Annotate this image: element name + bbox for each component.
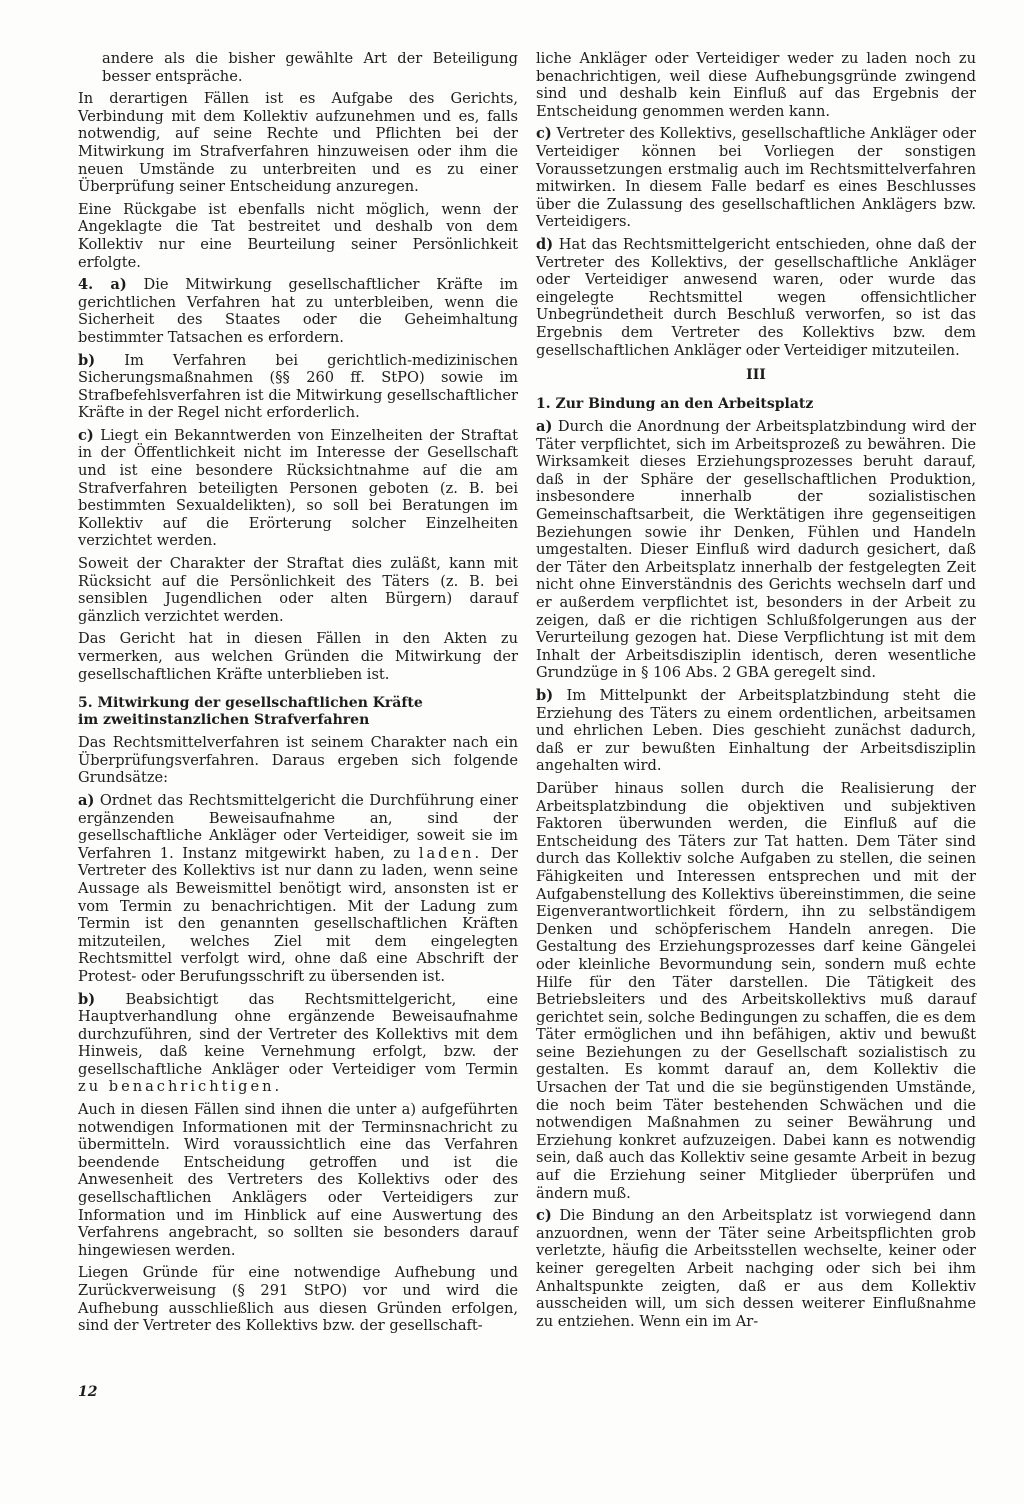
paragraph — [78, 352, 518, 422]
item-label: b) — [78, 990, 96, 1008]
paragraph — [536, 236, 976, 359]
paragraph-text: Die Bindung an den Arbeitsplatz ist vorwiegend dann anzuordnen, wenn der Täter seine Arbeitspflichten grob verletzte, häufig die Arbeitsstellen wechselte, keiner oder keiner geregelten Arbeit nachging oder sich bei ihm Anhaltspunkte zeigten, daß er aus dem Kollektiv ausscheiden will, um sich dessen weiterer Einflußnahme zu entziehen. Wenn ein im Ar- — [536, 1207, 976, 1330]
left-column — [78, 50, 518, 1340]
paragraph — [536, 125, 976, 231]
section-heading — [78, 695, 518, 729]
item-label: c) — [536, 125, 552, 143]
item-label: a) — [536, 418, 553, 436]
page-number: 12 — [78, 1384, 98, 1400]
paragraph-text: Ordnet das Rechtsmittelgericht die Durchführung einer ergänzenden Beweisaufnahme an, sind der gesellschaftliche Ankläger oder Verteidiger, soweit sie im Verfahren 1. Instanz mitgewirkt haben, zu — [78, 791, 518, 862]
item-label: d) — [536, 235, 554, 253]
paragraph: liche Ankläger oder Verteidiger weder zu laden noch zu benachrichtigen, weil diese Aufhebungsgründe zwingend sind und deshalb kein Einfluß auf das Ergebnis der Entscheidung genommen werden kann. — [536, 50, 976, 120]
paragraph — [536, 418, 976, 682]
paragraph — [536, 687, 976, 775]
item-label: b) — [536, 687, 554, 704]
section-heading-line: 5. Mitwirkung der gesellschaftlichen Kräfte — [78, 695, 423, 712]
spaced-emphasis: zu benachrichtigen. — [78, 1078, 283, 1096]
spaced-emphasis: laden. — [418, 844, 483, 862]
paragraph-text: Im Mittelpunkt der Arbeitsplatzbindung steht die Erziehung des Täters zu einem ordentlichen, arbeitsamen und ehrlichen Leben. Dies geschieht zunächst dadurch, daß er zur bewußten Einhaltung der Arbeitsdisziplin angehalten wird. — [536, 687, 976, 775]
paragraph — [78, 991, 518, 1097]
item-label: c) — [78, 426, 94, 444]
section-heading-line: im zweitinstanzlichen Strafverfahren — [78, 712, 370, 729]
paragraph-text: Vertreter des Kollektivs, gesellschaftliche Ankläger oder Verteidiger können bei Vorliegen der sonstigen Voraussetzungen erstmalig auch im Rechtsmittelverfahren mitwirken. In diesem Falle bedarf es eines Beschlusses über die Zulassung des gesellschaftlichen Anklägers bzw. Verteidigers. — [536, 125, 976, 231]
paragraph — [78, 427, 518, 550]
paragraph: Liegen Gründe für eine notwendige Aufhebung und Zurückverweisung (§ 291 StPO) vor und wird die Aufhebung ausschließlich aus diesen Gründen erfolgen, sind der Vertreter des Kollektivs bzw. der gesellschaft- — [78, 1264, 518, 1335]
right-column — [536, 50, 976, 1335]
section-heading: 1. Zur Bindung an den Arbeitsplatz — [536, 396, 814, 413]
paragraph-text: Die Mitwirkung gesellschaftlicher Kräfte im gerichtlichen Verfahren hat zu unterbleiben, wenn die Sicherheit des Staates oder die Geheimhaltung bestimmter Tatsachen es erfordern. — [78, 276, 518, 346]
paragraph-text: Der Vertreter des Kollektivs ist nur dann zu laden, wenn seine Aussage als Beweismittel benötigt wird, ansonsten ist er vom Termin zu benachrichtigen. Mit der Ladung zum Termin ist den genannten gesellschaftlichen Kräften mitzuteilen, welches Ziel mit dem eingelegten Rechtsmittel verfolgt wird, ohne daß eine Abschrift der Protest- oder Berufungsschrift zu übersenden ist. — [78, 844, 518, 985]
paragraph-text: Beabsichtigt das Rechtsmittelgericht, eine Hauptverhandlung ohne ergänzende Beweisaufnahme durchzuführen, sind der Vertreter des Kollektivs mit dem Hinweis, daß keine Vernehmung erfolgt, bzw. der gesellschaftliche Ankläger oder Verteidiger vom Termin — [78, 990, 518, 1078]
paragraph: Das Gericht hat in diesen Fällen in den Akten zu vermerken, aus welchen Gründen die Mitwirkung der gesellschaftlichen Kräfte unterblieben ist. — [78, 630, 518, 683]
paragraph: Das Rechtsmittelverfahren ist seinem Charakter nach ein Überprüfungsverfahren. Daraus ergeben sich folgende Grundsätze: — [78, 734, 518, 787]
paragraph — [536, 1207, 976, 1330]
paragraph: Auch in diesen Fällen sind ihnen die unter a) aufgeführten notwendigen Informationen mit der Terminsnachricht zu übermitteln. Wird voraussichtlich eine das Verfahren beendende Entscheidung getroffen und ist die Anwesenheit des Vertreters des Kollektivs oder des gesellschaftlichen Anklägers oder Verteidigers zur Information und im Hinblick auf eine Auswertung des Verfahrens angebracht, so sollten sie besonders darauf hingewiesen werden. — [78, 1101, 518, 1259]
section-numeral: III — [746, 367, 766, 384]
item-label: a) — [78, 791, 95, 809]
paragraph-text: Durch die Anordnung der Arbeitsplatzbindung wird der Täter verpflichtet, sich im Arbeitsprozeß zu bewähren. Die Wirksamkeit dieses Erziehungsprozesses beruht darauf, daß in der Sphäre der gesellschaftlichen Produktion, insbesondere innerhalb der sozialistischen Gemeinschaftsarbeit, die Werktätigen ihre gegenseitigen Beziehungen sowie ihr Denken, Fühlen und Handeln umgestalten. Dieser Einfluß wird dadurch gesichert, daß der Täter den Arbeitsplatz innerhalb der festgelegten Zeit nicht ohne Einverständnis des Gerichts wechseln darf und er außerdem verpflichtet ist, besonders in der Arbeit zu zeigen, daß er die richtigen Schlußfolgerungen aus der Verurteilung gezogen hat. Diese Verpflichtung ist mit dem Inhalt der Arbeitsdisziplin identisch, deren wesentliche Grundzüge in § 106 Abs. 2 GBA geregelt sind. — [536, 418, 976, 682]
paragraph-text: Liegt ein Bekanntwerden von Einzelheiten der Straftat in der Öffentlichkeit nicht im Interesse der Gesellschaft und ist eine besondere Rücksichtnahme auf die am Strafverfahren beteiligten Personen geboten (z. B. bei bestimmten Sexualdelikten), so soll bei Beratungen im Kollektiv auf die Erörterung solcher Einzelheiten verzichtet werden. — [78, 426, 518, 550]
paragraph: Darüber hinaus sollen durch die Realisierung der Arbeitsplatzbindung die objektiven und subjektiven Faktoren überwunden werden, die Einfluß auf die Entscheidung des Täters zur Tat hatten. Dem Täter sind durch das Kollektiv solche Aufgaben zu stellen, die seinen Fähigkeiten und Interessen entsprechen und mit der Aufgabenstellung des Kollektivs übereinstimmen, die seine Eigenverantwortlichkeit fördern, ihn zu selbständigem Denken und schöpferischem Handeln anregen. Die Gestaltung des Erziehungsprozesses darf keine Gängelei oder kleinliche Bevormundung sein, sondern muß echte Hilfe für den Täter darstellen. Die Tätigkeit des Betriebsleiters und des Arbeitskollektivs muß darauf gerichtet sein, solche Bedingungen zu schaffen, die es dem Täter ermöglichen und ihn befähigen, aktiv und bewußt seine Beziehungen zu der Gesellschaft sozialistisch zu gestalten. Es kommt darauf an, dem Kollektiv die Ursachen der Tat und die sie begünstigenden Umstände, die noch beim Täter bestehenden Schwächen und die notwendigen Maßnahmen zu seiner Bewährung und Erziehung konkret aufzuzeigen. Dabei kann es notwendig sein, daß auch das Kollektiv seine gesamte Arbeit in bezug auf die Erziehung seiner Mitglieder überprüfen und ändern muß. — [536, 779, 976, 1202]
item-label: c) — [536, 1207, 552, 1225]
paragraph: andere als die bisher gewählte Art der Beteiligung besser entspräche. — [102, 50, 518, 85]
paragraph-text: Hat das Rechtsmittelgericht entschieden, ohne daß der Vertreter des Kollektivs, der gesellschaftliche Ankläger oder Verteidiger anwesend waren, oder wurde das eingelegte Rechtsmittel wegen offensichtlicher Unbegründetheit durch Beschluß verworfen, so ist das Ergebnis dem Vertreter des Kollektivs bzw. dem gesellschaftlichen Ankläger oder Verteidiger mitzuteilen. — [536, 235, 976, 359]
paragraph: Soweit der Charakter der Straftat dies zuläßt, kann mit Rücksicht auf die Persönlichkeit des Täters (z. B. bei sensiblen Jugendlichen oder alten Bürgern) darauf gänzlich verzichtet werden. — [78, 555, 518, 625]
paragraph-text: Im Verfahren bei gerichtlich-medizinischen Sicherungsmaßnahmen (§§ 260 ff. StPO) sowie im Strafbefehlsverfahren ist die Mitwirkung gesellschaftlicher Kräfte in der Regel nicht erforderlich. — [78, 351, 518, 422]
paragraph — [78, 276, 518, 346]
paragraph: In derartigen Fällen ist es Aufgabe des Gerichts, Verbindung mit dem Kollektiv aufzunehmen und es, falls notwendig, auf seine Rechte und Pflichten bei der Mitwirkung im Strafverfahren hinzuweisen oder ihm die neuen Umstände zu unterbreiten und es zu einer Überprüfung seiner Entscheidung anzuregen. — [78, 90, 518, 196]
item-label: b) — [78, 351, 96, 369]
paragraph — [78, 792, 518, 986]
paragraph: Eine Rückgabe ist ebenfalls nicht möglich, wenn der Angeklagte die Tat bestreitet und deshalb von dem Kollektiv nur eine Beurteilung seiner Persönlichkeit erfolgte. — [78, 200, 518, 271]
item-label: 4. a) — [78, 276, 127, 294]
